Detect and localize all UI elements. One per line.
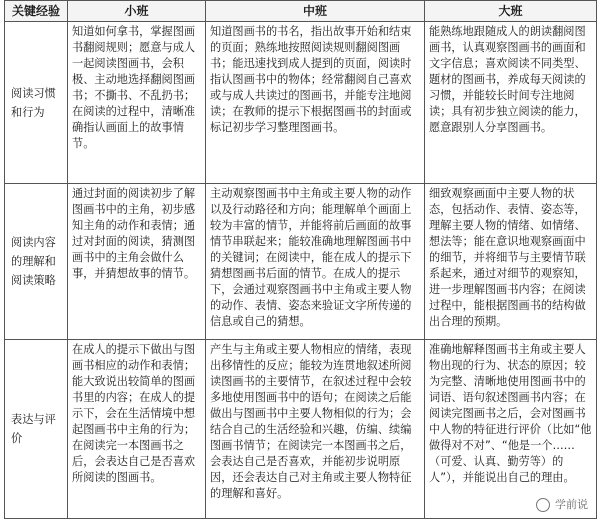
watermark [534,496,591,512]
key-experience-table [4,0,597,519]
table-row [5,340,597,519]
middle-class-cell: 知道图画书的书名，指出故事开始和结束的页面；熟练地按照阅读规则翻阅图画书；能迅速找到成人提到的页面，阅读时指认图画书中的物体；经常翻阅自己喜欢或与成人共读过的图画书，并能专注地阅读；在教师的提示下根据图画书的封面或标记初步学习整理图画书。 [206,22,425,184]
middle-class-cell: 主动观察图画书中主角或主要人物的动作以及行动路径和方向；能理解单个画面上较为丰富的情节，并能将前后画面的故事情节串联起来；能较准确地理解图画书中的关键词；在阅读中，能在成人的提示下猜想图画书后面的情节。在成人的提示下，会通过观察图画书中主角或主要人物的动作、表情、姿态来验证文字所传递的信息或自己的猜想。 [206,184,425,340]
table-row [5,22,597,184]
row-key-cell: 阅读习惯和行为 [5,22,68,184]
wechat-icon [536,498,550,512]
large-class-cell: 准确地解释图画书主角或主要人物出现的行为、状态的原因；较为完整、清晰地使用图画书中的词语、语句叙述图画书内容；在阅读完图画书之后，会对图画书中人物的特征进行评价（比如“他做得对不对”、“他是一个……（可爱、认真、勤劳等）的人”），并能说出自己的理由。 [425,340,597,519]
watermark-text: 学前说 [555,498,588,511]
header-key-experience: 关键经验 [5,1,68,22]
header-middle-class: 中班 [206,1,425,22]
row-key-cell: 表达与评价 [5,340,68,519]
small-class-cell: 在成人的提示下做出与图画书相应的动作和表情；能大致说出较简单的图画书里的内容；在成人的提示下，会在生活情境中想起图画书中主角的行为；在阅读完一本图画书之后，会表达自己是否喜欢所阅读的图画书。 [68,340,206,519]
header-small-class: 小班 [68,1,206,22]
large-class-cell: 能熟练地跟随成人的朗读翻阅图画书，认真观察图画书的画面和文字信息；喜欢阅读不同类型、题材的图画书，养成每天阅读的习惯，并能较长时间专注地阅读；具有初步独立阅读的能力，愿意跟别人分享图画书。 [425,22,597,184]
small-class-cell: 通过封面的阅读初步了解图画书中的主角，初步感知主角的动作和表情；通过对封面的阅读，猜测图画书中的主角会做什么事，并猜想故事的情节。 [68,184,206,340]
small-class-cell: 知道如何拿书，掌握图画书翻阅规则；愿意与成人一起阅读图画书，会积极、主动地选择翻阅图画书；不撕书、不乱扔书；在阅读的过程中，清晰准确指认画面上的故事情节。 [68,22,206,184]
header-large-class: 大班 [425,1,597,22]
row-key-cell: 阅读内容的理解和阅读策略 [5,184,68,340]
middle-class-cell: 产生与主角或主要人物相应的情绪，表现出移情性的反应；能较为连贯地叙述所阅读图画书的主要情节，在叙述过程中会较多地使用图画书中的语句；在阅读之后能做出与图画书中主要人物相似的行为；会结合自己的生活经验和兴趣，仿编、续编图画书情节；在阅读完一本图画书之后，会表达自己是否喜欢，并能初步说明原因，还会表达自己对主角或主要人物特征的理解和喜好。 [206,340,425,519]
header-row [5,1,597,22]
table-row [5,184,597,340]
large-class-cell: 细致观察画面中主要人物的状态，包括动作、表情、姿态等，理解主要人物的情绪、如情绪、想法等；能在意识地观察画面中的细节，并将细节与主要情节联系起来，通过对细节的观察知，进一步理解图画书内容；在阅读过程中，能根据图画书的结构做出合理的预期。 [425,184,597,340]
